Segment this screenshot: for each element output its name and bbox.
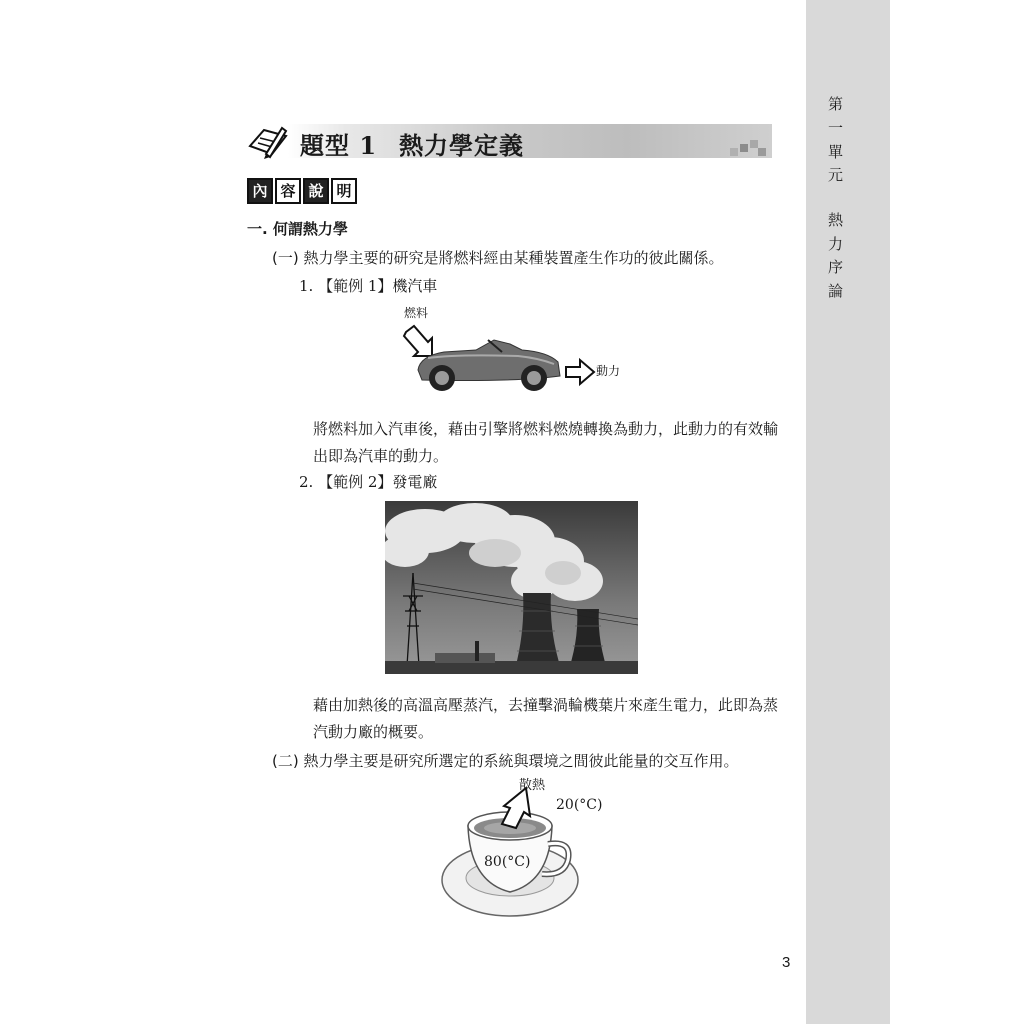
example-one-desc: 出即為汽車的動力。 xyxy=(313,447,449,465)
car-figure xyxy=(398,300,638,400)
point-two: (二) 熱力學主要是研究所選定的系統與環境之間彼此能量的交互作用。 xyxy=(272,752,739,770)
page-title: 題型 1 熱力學定義 xyxy=(300,131,525,160)
power-plant-photo xyxy=(385,501,638,674)
example-two-desc: 汽動力廠的概要。 xyxy=(313,723,434,741)
side-chapter-label: 第 一 單 元 熱 力 序 論 xyxy=(826,96,844,301)
page-number: 3 xyxy=(782,954,791,971)
section-label-char: 明 xyxy=(331,178,357,204)
example-two-desc: 藉由加熱後的高溫高壓蒸汽，去撞擊渦輪機葉片來產生電力，此即為蒸 xyxy=(313,696,779,714)
fuel-label: 燃料 xyxy=(404,306,429,320)
section-heading: 一. 何謂熱力學 xyxy=(247,220,348,238)
example-two-title: 2. 【範例 2】發電廠 xyxy=(299,473,438,491)
heat-label: 散熱 xyxy=(519,778,546,793)
pen-paper-icon xyxy=(246,124,290,160)
section-label-char: 說 xyxy=(303,178,329,204)
power-label: 動力 xyxy=(596,364,621,378)
section-label-char: 內 xyxy=(247,178,273,204)
example-one-desc: 將燃料加入汽車後，藉由引擎將燃料燃燒轉換為動力，此動力的有效輸 xyxy=(313,420,779,438)
example-one-title: 1. 【範例 1】機汽車 xyxy=(299,277,438,295)
cup-temperature-label: 80(°C) xyxy=(484,854,531,870)
point-one: (一) 熱力學主要的研究是將燃料經由某種裝置產生作功的彼此關係。 xyxy=(272,249,724,267)
side-tab xyxy=(806,0,890,1024)
section-label-char: 容 xyxy=(275,178,301,204)
section-label xyxy=(247,178,357,204)
ambient-temperature-label: 20(°C) xyxy=(556,797,603,813)
